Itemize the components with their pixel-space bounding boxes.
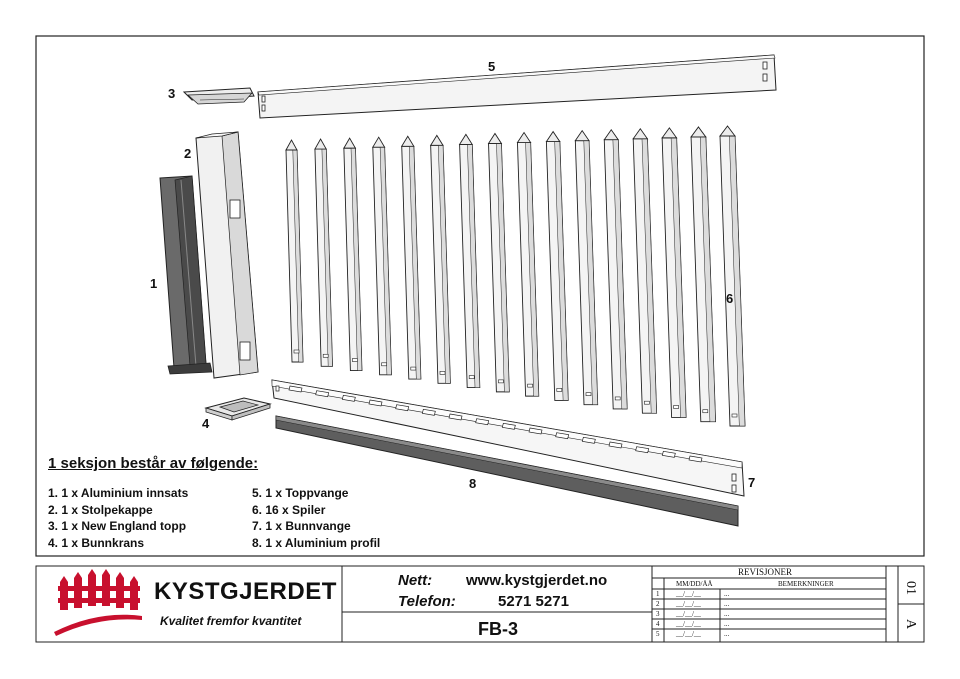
revision-col-notes: BEMERKNINGER: [778, 580, 834, 588]
parts-list-item: 3. 1 x New England topp: [48, 519, 187, 533]
telefon-value: 5271 5271: [498, 593, 569, 610]
revision-row-note: ...: [724, 590, 730, 598]
picket: [662, 128, 686, 418]
revision-row-note: ...: [724, 630, 730, 638]
nett-value: www.kystgjerdet.no: [466, 572, 608, 589]
picket: [489, 133, 510, 391]
part-base-trim: [206, 398, 270, 420]
parts-list-item: 5. 1 x Toppvange: [252, 486, 349, 500]
revision-row-number: 5: [656, 630, 660, 638]
part-top-rail: [258, 55, 776, 118]
picket: [431, 135, 451, 383]
kystgjerdet-logo: [54, 569, 142, 636]
revision-row-date: __/__/__: [676, 630, 701, 638]
parts-list-item: 1. 1 x Aluminium innsats: [48, 486, 189, 500]
parts-list-item: 8. 1 x Aluminium profil: [252, 535, 381, 550]
revision-row-date: __/__/__: [676, 610, 701, 618]
parts-list-item: 7. 1 x Bunnvange: [252, 519, 351, 533]
part-pickets: [286, 126, 745, 426]
revision-row-number: 1: [656, 590, 660, 598]
part-post-sleeve: [196, 132, 258, 378]
picket: [344, 138, 362, 370]
picket: [575, 131, 597, 405]
parts-list-item: 2. 1 x Stolpekappe: [48, 502, 153, 517]
parts-list-item: 4. 1 x Bunnkrans: [48, 535, 145, 550]
label-part-8: 8: [469, 476, 477, 491]
revision-title: REVISJONER: [738, 567, 793, 577]
picket: [402, 136, 421, 379]
picket: [517, 133, 538, 397]
label-part-3: 3: [168, 86, 176, 101]
brand-name: KYSTGJERDET: [154, 578, 337, 605]
parts-list-item: 6. 16 x Spiler: [252, 502, 326, 517]
brand-slogan: Kvalitet fremfor kvantitet: [160, 614, 302, 628]
revision-row-number: 2: [656, 600, 660, 608]
revision-row-note: ...: [724, 600, 730, 608]
parts-list-left: [48, 485, 188, 551]
picket: [373, 137, 392, 375]
revision-letter: A: [903, 618, 919, 630]
sheet-number: 01: [903, 581, 918, 595]
label-part-6: 6: [726, 291, 734, 306]
parts-list-title: 1 seksjon består av følgende:: [48, 455, 259, 472]
label-part-1: 1: [150, 276, 158, 291]
picket: [604, 130, 627, 409]
label-part-7: 7: [748, 475, 756, 490]
picket: [691, 127, 715, 422]
nett-label: Nett:: [398, 572, 433, 589]
revision-row-note: ...: [724, 610, 730, 618]
picket: [720, 126, 745, 426]
revision-col-date: MM/DD/ÅÅ: [676, 580, 713, 588]
revision-row-date: __/__/__: [676, 590, 701, 598]
picket: [315, 139, 333, 366]
label-part-2: 2: [184, 146, 192, 161]
revision-row-note: ...: [724, 620, 730, 628]
label-part-4: 4: [202, 416, 210, 431]
parts-list-right: [252, 485, 380, 551]
part-new-england-cap: [184, 88, 254, 104]
label-part-5: 5: [488, 59, 496, 74]
picket: [460, 134, 480, 387]
revision-row-date: __/__/__: [676, 600, 701, 608]
revision-row-date: __/__/__: [676, 620, 701, 628]
picket: [546, 132, 568, 401]
picket: [633, 129, 656, 413]
drawing-number: FB-3: [478, 619, 518, 639]
picket: [286, 140, 303, 362]
revision-row-number: 4: [656, 620, 660, 628]
revision-row-number: 3: [656, 610, 660, 618]
telefon-label: Telefon:: [398, 593, 456, 610]
